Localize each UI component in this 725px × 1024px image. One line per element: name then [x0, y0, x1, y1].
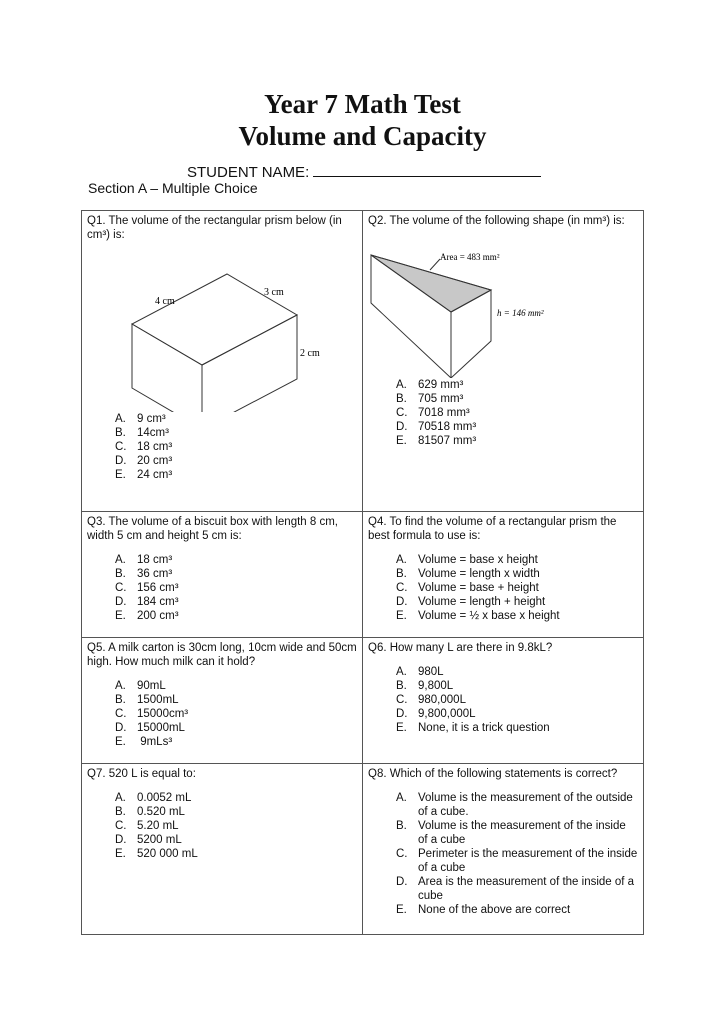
option-b[interactable]: B. Volume is the measurement of the inside of a cube [396, 820, 626, 846]
options-list [87, 553, 357, 623]
option-c[interactable]: C. 980,000L [396, 694, 466, 706]
question-cell-q2 [363, 211, 644, 512]
option-c[interactable]: C. 15000cm³ [115, 708, 189, 720]
option-e[interactable]: E. Volume = ½ x base x height [396, 610, 560, 622]
question-text: Q6. How many L are there in 9.8kL? [368, 642, 553, 654]
option-b[interactable]: B. 36 cm³ [115, 568, 173, 580]
question-text: Q4. To find the volume of a rectangular prism the best formula to use is: [368, 516, 617, 542]
option-a[interactable]: A. 9 cm³ [115, 413, 166, 425]
question-text: Q1. The volume of the rectangular prism below (in cm³) is: [87, 215, 342, 241]
option-c[interactable]: C. Perimeter is the measurement of the inside of a cube [396, 848, 638, 874]
option-e[interactable]: E. 520 000 mL [115, 848, 198, 860]
options-list [87, 412, 357, 482]
option-a[interactable]: A. 629 mm³ [396, 379, 464, 391]
options-list [368, 553, 638, 623]
question-cell-q1 [82, 211, 363, 512]
option-c[interactable]: C. Volume = base + height [396, 582, 539, 594]
figure-label-height: 2 cm [300, 348, 320, 359]
figure-label-area: Area = 483 mm² [440, 252, 500, 262]
option-e[interactable]: E. None of the above are correct [396, 904, 571, 916]
figure-label-height: h = 146 mm² [497, 308, 544, 318]
option-c[interactable]: C. 7018 mm³ [396, 407, 470, 419]
question-text: Q7. 520 L is equal to: [87, 768, 196, 780]
page-title: Year 7 Math Test [264, 89, 461, 119]
option-d[interactable]: D. Area is the measurement of the inside of a cube [396, 876, 635, 902]
options-list [87, 791, 357, 861]
question-text: Q5. A milk carton is 30cm long, 10cm wide and 50cm high. How much milk can it hold? [87, 642, 357, 668]
option-e[interactable]: E. 24 cm³ [115, 469, 173, 481]
options-list [87, 679, 357, 749]
option-a[interactable]: A. 980L [396, 666, 444, 678]
rectangular-prism-figure [87, 252, 347, 412]
option-b[interactable]: B. 0.520 mL [115, 806, 185, 818]
student-name-line[interactable] [313, 162, 541, 177]
question-text: Q3. The volume of a biscuit box with length 8 cm, width 5 cm and height 5 cm is: [87, 516, 338, 542]
option-d[interactable]: D. 184 cm³ [115, 596, 179, 608]
options-list [368, 665, 638, 735]
option-e[interactable]: E. 81507 mm³ [396, 435, 477, 447]
option-d[interactable]: D. 5200 mL [115, 834, 182, 846]
options-list [368, 791, 638, 917]
option-b[interactable]: B. 14cm³ [115, 427, 169, 439]
option-a[interactable]: A. 0.0052 mL [115, 792, 192, 804]
option-e[interactable]: E. 9mLs³ [115, 736, 173, 748]
option-c[interactable]: C. 18 cm³ [115, 441, 173, 453]
question-cell-q4 [363, 512, 644, 638]
option-a[interactable]: A. 90mL [115, 680, 166, 692]
page-subtitle: Volume and Capacity [238, 121, 487, 151]
question-cell-q8 [363, 764, 644, 935]
figure-label-width: 3 cm [264, 287, 284, 298]
option-e[interactable]: E. None, it is a trick question [396, 722, 550, 734]
questions-table [81, 210, 644, 935]
section-heading: Section A – Multiple Choice [88, 180, 258, 196]
option-a[interactable]: A. 18 cm³ [115, 554, 173, 566]
option-a[interactable]: A. Volume = base x height [396, 554, 538, 566]
triangular-prism-figure [368, 238, 638, 378]
option-b[interactable]: B. Volume = length x width [396, 568, 540, 580]
question-text: Q2. The volume of the following shape (in mm³) is: [368, 215, 625, 227]
option-d[interactable]: D. Volume = length + height [396, 596, 546, 608]
option-c[interactable]: C. 5.20 mL [115, 820, 179, 832]
question-cell-q3 [82, 512, 363, 638]
option-d[interactable]: D. 15000mL [115, 722, 185, 734]
question-text: Q8. Which of the following statements is correct? [368, 768, 618, 780]
question-cell-q7 [82, 764, 363, 935]
option-e[interactable]: E. 200 cm³ [115, 610, 179, 622]
option-d[interactable]: D. 70518 mm³ [396, 421, 477, 433]
options-list [368, 378, 638, 448]
option-c[interactable]: C. 156 cm³ [115, 582, 179, 594]
option-d[interactable]: D. 20 cm³ [115, 455, 173, 467]
figure-label-length: 4 cm [155, 296, 175, 307]
option-d[interactable]: D. 9,800,000L [396, 708, 476, 720]
option-a[interactable]: A. Volume is the measurement of the outside of a cube. [396, 792, 633, 818]
option-b[interactable]: B. 1500mL [115, 694, 179, 706]
student-name-field[interactable] [187, 162, 541, 181]
option-b[interactable]: B. 9,800L [396, 680, 454, 692]
question-cell-q5 [82, 638, 363, 764]
student-name-label: STUDENT NAME: [187, 164, 310, 181]
option-b[interactable]: B. 705 mm³ [396, 393, 464, 405]
question-cell-q6 [363, 638, 644, 764]
